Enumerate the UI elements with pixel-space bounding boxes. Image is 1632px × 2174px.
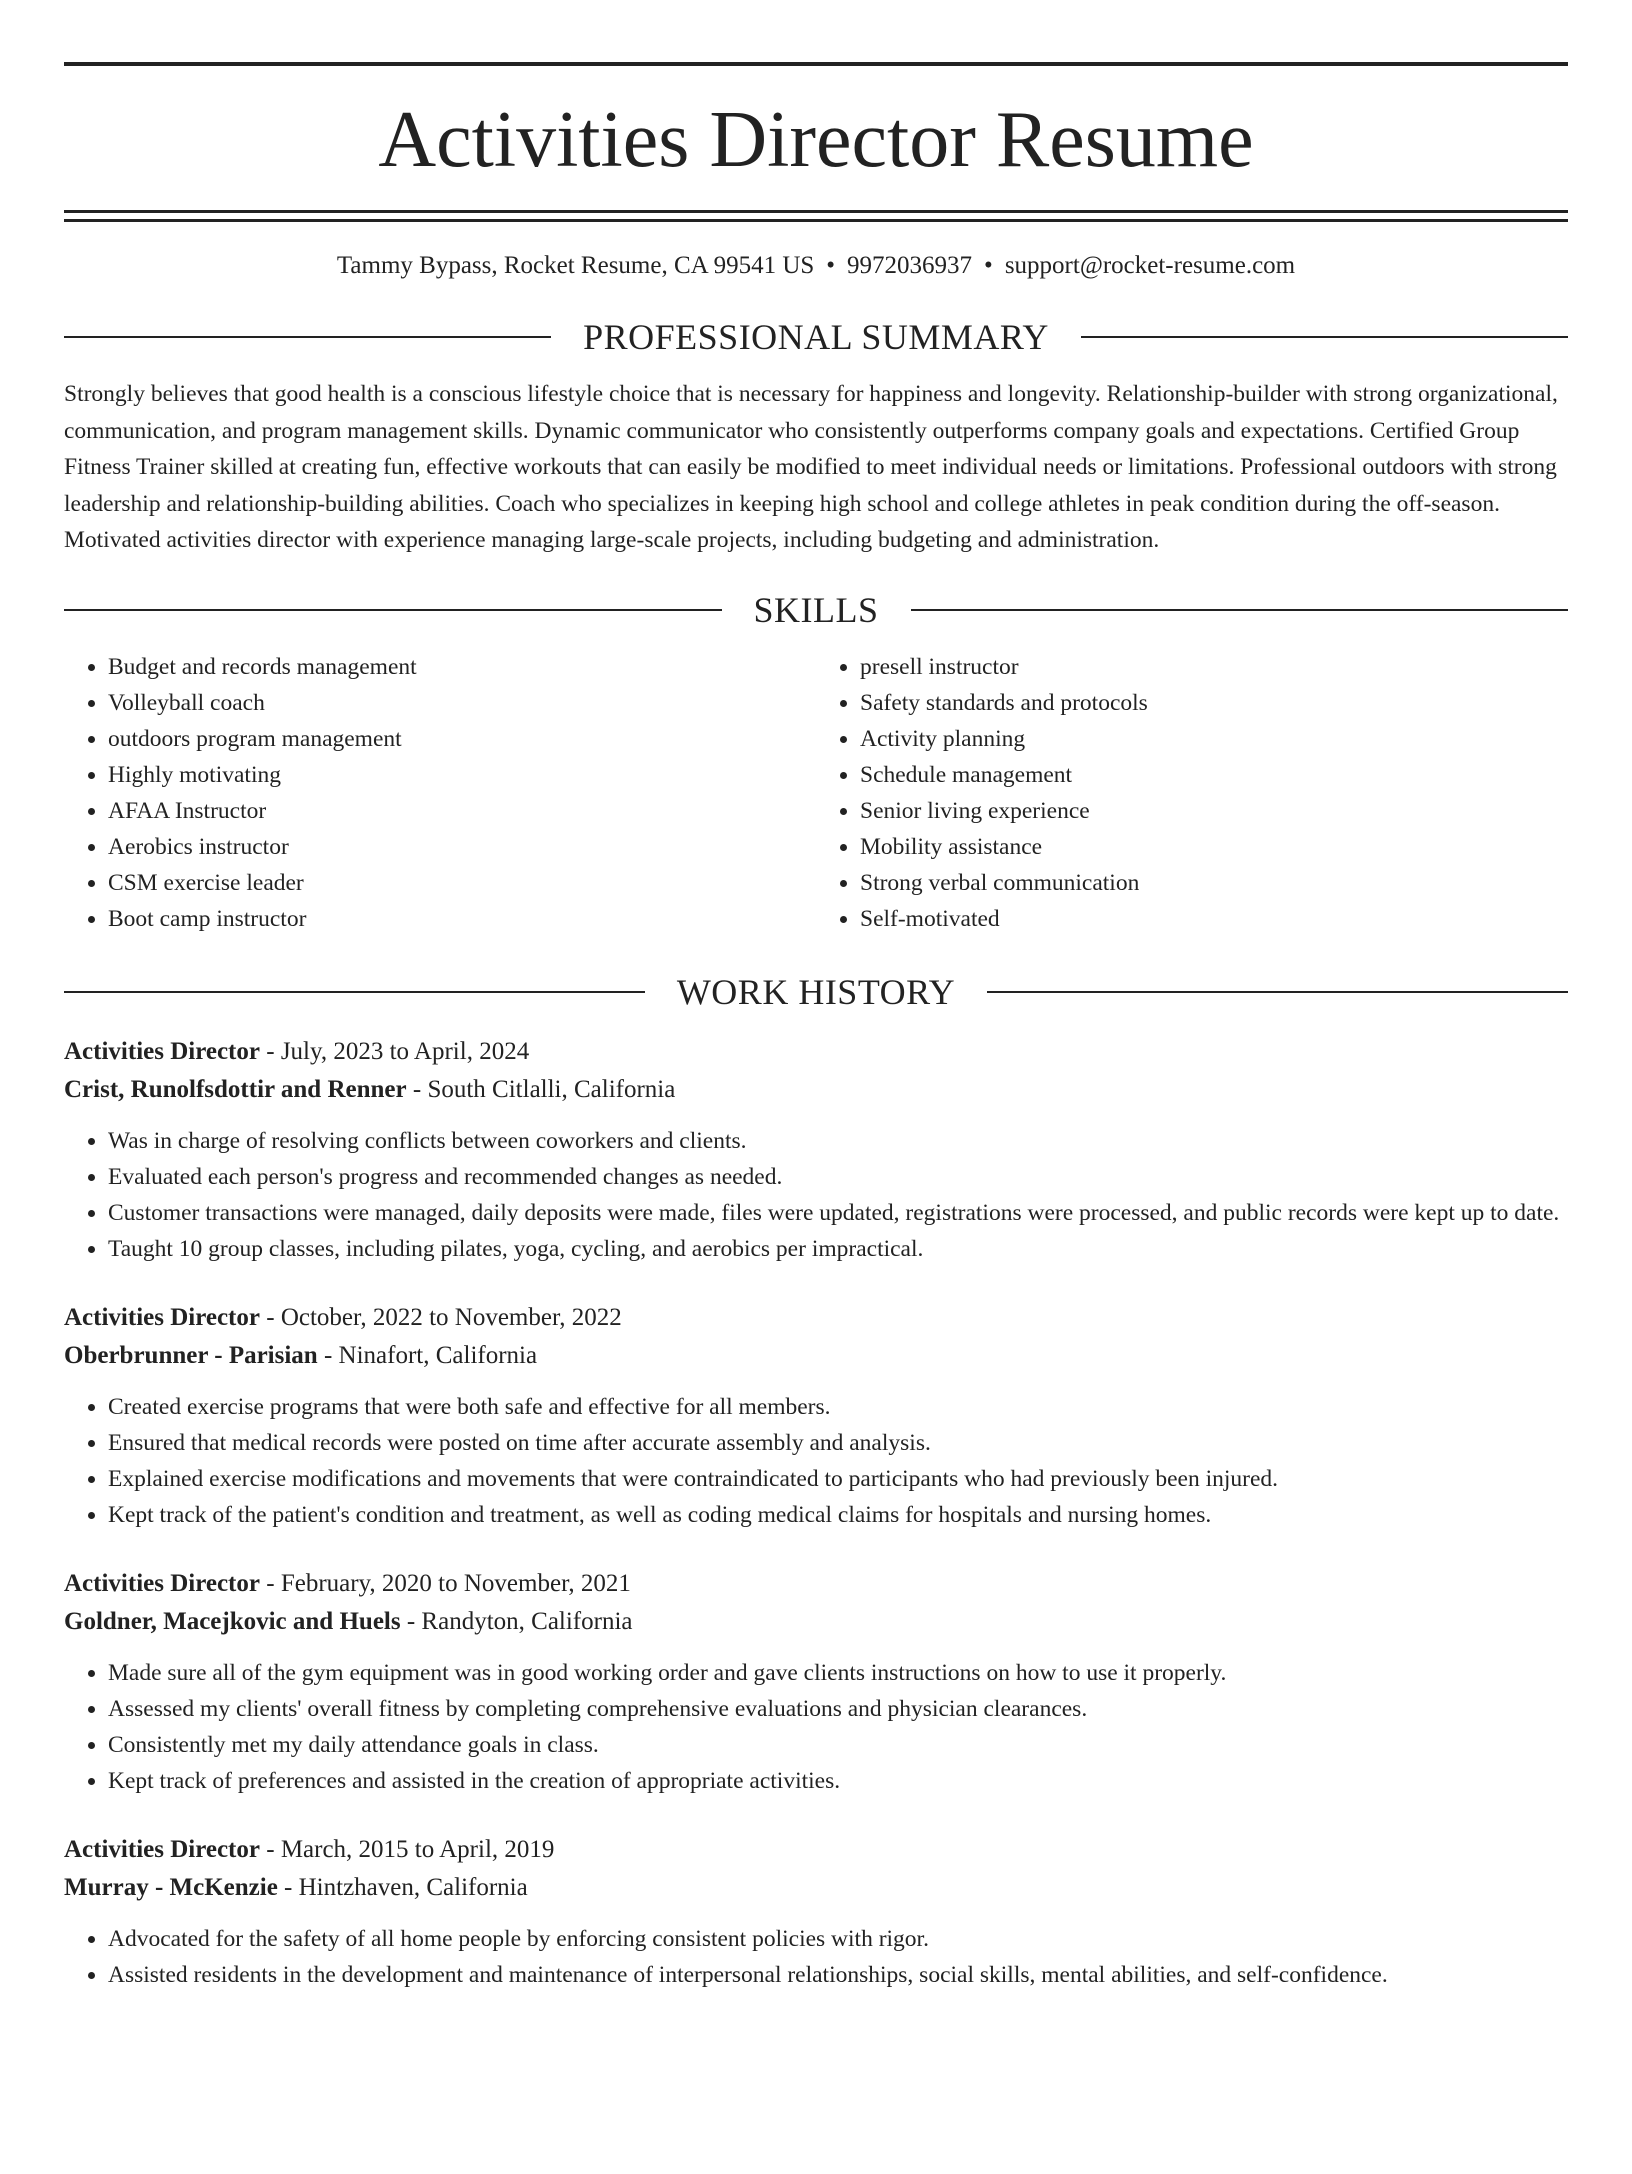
skill-item: • CSM exercise leader	[108, 865, 816, 901]
job-dash: -	[259, 1835, 281, 1863]
job-dash: -	[400, 1607, 422, 1635]
job-bullets	[64, 1921, 1568, 1993]
skills-heading-label: SKILLS	[753, 589, 879, 630]
job-title-line	[64, 1565, 1568, 1603]
skill-item: • Self-motivated	[860, 901, 1568, 937]
job-dash: -	[317, 1341, 339, 1369]
contact-separator: •	[984, 252, 993, 279]
summary-text: Strongly believes that good health is a conscious lifestyle choice that is necessary for happiness and longevity. Relationship-builder with strong organizational, communication, and program management skills. Dynamic communicator who consistently outperforms company goals and expectations. Certified Group Fitness Trainer skilled at creating fun, effective workouts that can easily be modified to meet individual needs or limitations. Professional outdoors with strong leadership and relationship-building abilities. Coach who specializes in keeping high school and college athletes in peak condition during the off-season. Motivated activities director with experience managing large-scale projects, including budgeting and administration.	[64, 381, 1558, 553]
job-location: Randyton, California	[421, 1607, 633, 1635]
job-dates: July, 2023 to April, 2024	[280, 1037, 530, 1065]
job-bullets	[64, 1655, 1568, 1799]
job-company: Goldner, Macejkovic and Huels	[64, 1607, 401, 1635]
skills-heading	[64, 589, 1568, 631]
job-entry	[64, 1565, 1568, 1799]
resume-page	[0, 62, 1632, 2174]
job-company: Crist, Runolfsdottir and Renner	[64, 1075, 407, 1103]
job-bullet: • Assisted residents in the development and maintenance of interpersonal relationships, social skills, mental abilities, and self-confidence.	[108, 1957, 1568, 1993]
job-bullet: • Assessed my clients' overall fitness by completing comprehensive evaluations and physician clearances.	[108, 1691, 1568, 1727]
skill-item: • Activity planning	[860, 721, 1568, 757]
skill-item: • Volleyball coach	[108, 685, 816, 721]
work-heading	[64, 971, 1568, 1013]
job-title-line	[64, 1831, 1568, 1869]
job-dash: -	[259, 1303, 281, 1331]
job-dates: February, 2020 to November, 2021	[280, 1569, 631, 1597]
job-bullet: • Created exercise programs that were both safe and effective for all members.	[108, 1389, 1568, 1425]
job-company-line	[64, 1603, 1568, 1641]
contact-line	[64, 252, 1568, 280]
heading-rule-right	[911, 609, 1569, 611]
skill-item: • Mobility assistance	[860, 829, 1568, 865]
job-bullet: • Consistently met my daily attendance goals in class.	[108, 1727, 1568, 1763]
contact-separator: •	[826, 252, 836, 279]
resume-title: Activities Director Resume	[378, 96, 1254, 184]
job-title: Activities Director	[64, 1569, 260, 1597]
contact-address: Tammy Bypass, Rocket Resume, CA 99541 US	[336, 252, 815, 279]
contact-phone: 9972036937	[847, 252, 973, 279]
skill-item: • Senior living experience	[860, 793, 1568, 829]
job-title-line	[64, 1299, 1568, 1337]
skills-list-left	[64, 649, 816, 937]
skills-list-right	[816, 649, 1568, 937]
skill-item: • Schedule management	[860, 757, 1568, 793]
job-dash: -	[259, 1569, 281, 1597]
job-entry	[64, 1299, 1568, 1533]
job-company: Murray - McKenzie	[64, 1873, 278, 1901]
job-bullet: • Was in charge of resolving conflicts between coworkers and clients.	[108, 1123, 1568, 1159]
job-bullet: • Kept track of the patient's condition and treatment, as well as coding medical claims for hospitals and nursing homes.	[108, 1497, 1568, 1533]
skill-item: • Safety standards and protocols	[860, 685, 1568, 721]
job-bullets	[64, 1123, 1568, 1267]
job-title: Activities Director	[64, 1303, 260, 1331]
heading-rule-right	[1081, 336, 1568, 338]
job-dash: -	[277, 1873, 299, 1901]
job-dash: -	[406, 1075, 428, 1103]
skill-item: • outdoors program management	[108, 721, 816, 757]
skill-item: • Highly motivating	[108, 757, 816, 793]
title-double-rule	[64, 210, 1568, 222]
contact-email: support@rocket-resume.com	[1004, 252, 1296, 279]
job-bullet: • Made sure all of the gym equipment was in good working order and gave clients instructions on how to use it properly.	[108, 1655, 1568, 1691]
heading-rule-left	[64, 336, 551, 338]
job-dates: March, 2015 to April, 2019	[280, 1835, 555, 1863]
job-bullets	[64, 1389, 1568, 1533]
job-company: Oberbrunner - Parisian	[64, 1341, 318, 1369]
job-bullet: • Customer transactions were managed, daily deposits were made, files were updated, registrations were processed, and public records were kept up to date.	[108, 1195, 1568, 1231]
job-title-line	[64, 1033, 1568, 1071]
job-location: Ninafort, California	[338, 1341, 538, 1369]
skill-item: • AFAA Instructor	[108, 793, 816, 829]
job-title: Activities Director	[64, 1037, 260, 1065]
job-bullet: • Ensured that medical records were posted on time after accurate assembly and analysis.	[108, 1425, 1568, 1461]
job-entry	[64, 1033, 1568, 1267]
job-bullet: • Explained exercise modifications and movements that were contraindicated to participants who had previously been injured.	[108, 1461, 1568, 1497]
skill-item: • Budget and records management	[108, 649, 816, 685]
job-company-line	[64, 1337, 1568, 1375]
job-location: South Citlalli, California	[427, 1075, 676, 1103]
job-dates: October, 2022 to November, 2022	[280, 1303, 622, 1331]
heading-rule-left	[64, 991, 645, 993]
job-company-line	[64, 1869, 1568, 1907]
job-bullet: • Evaluated each person's progress and recommended changes as needed.	[108, 1159, 1568, 1195]
skill-item: • presell instructor	[860, 649, 1568, 685]
summary-heading	[64, 316, 1568, 358]
skill-item: • Aerobics instructor	[108, 829, 816, 865]
skill-item: • Boot camp instructor	[108, 901, 816, 937]
work-heading-label: WORK HISTORY	[676, 971, 956, 1012]
job-bullet: • Kept track of preferences and assisted in the creation of appropriate activities.	[108, 1763, 1568, 1799]
skill-item: • Strong verbal communication	[860, 865, 1568, 901]
heading-rule-right	[987, 991, 1568, 993]
heading-rule-left	[64, 609, 722, 611]
summary-heading-label: PROFESSIONAL SUMMARY	[583, 317, 1049, 357]
job-entry	[64, 1831, 1568, 1993]
job-title: Activities Director	[64, 1835, 260, 1863]
skills-columns	[64, 649, 1568, 937]
top-rule	[64, 62, 1568, 66]
work-history-list	[64, 1033, 1568, 1993]
job-company-line	[64, 1071, 1568, 1109]
job-dash: -	[259, 1037, 281, 1065]
job-location: Hintzhaven, California	[298, 1873, 528, 1901]
job-bullet: • Advocated for the safety of all home people by enforcing consistent policies with rigor.	[108, 1921, 1568, 1957]
job-bullet: • Taught 10 group classes, including pilates, yoga, cycling, and aerobics per impractical.	[108, 1231, 1568, 1267]
